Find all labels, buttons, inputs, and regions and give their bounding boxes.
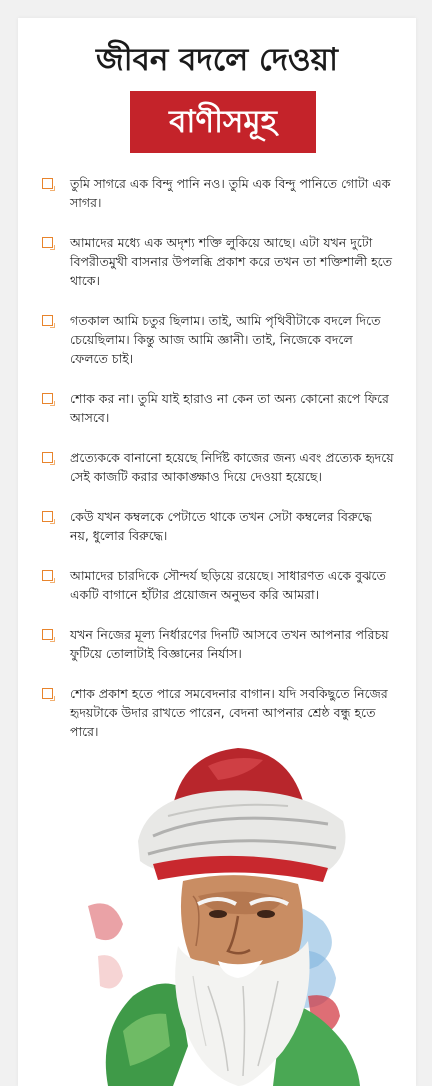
- quote-item: [42, 507, 394, 545]
- square-bullet-icon: [42, 452, 53, 463]
- quote-text: তুমি সাগরে এক বিন্দু পানি নও। তুমি এক বিন্দু পানিতে গোটা এক সাগর।: [70, 176, 391, 210]
- quote-item: [42, 566, 394, 604]
- quote-poster: [18, 18, 416, 1086]
- pink-splash: [98, 955, 123, 988]
- square-bullet-icon: [42, 178, 53, 189]
- square-bullet-icon: [42, 237, 53, 248]
- square-bullet-icon: [42, 315, 53, 326]
- quote-item: [42, 389, 394, 427]
- subtitle-banner: [130, 91, 316, 153]
- quote-item: [42, 448, 394, 486]
- quote-item: [42, 174, 394, 212]
- poster-subtitle: বাণীসমূহ: [169, 104, 277, 140]
- square-bullet-icon: [42, 393, 53, 404]
- poster-title: জীবন বদলে দেওয়া: [96, 42, 338, 78]
- quote-item: [42, 311, 394, 368]
- red-splash-left: [88, 903, 123, 940]
- quote-item: [42, 233, 394, 290]
- quote-text: শোক কর না। তুমি যাই হারাও না কেন তা অন্য কোনো রূপে ফিরে আসবে।: [70, 391, 389, 425]
- quote-item: [42, 684, 394, 741]
- square-bullet-icon: [42, 629, 53, 640]
- quote-list: [42, 174, 394, 762]
- square-bullet-icon: [42, 511, 53, 522]
- quote-text: গতকাল আমি চতুর ছিলাম। তাই, আমি পৃথিবীটাকে বদলে দিতে চেয়েছিলাম। কিন্তু আজ আমি জ্ঞানী। তাই, নিজেকে বদলে ফেলতে চাই।: [70, 313, 381, 366]
- right-eye: [257, 910, 275, 918]
- quote-text: কেউ যখন কম্বলকে পেটাতে থাকে তখন সেটা কম্বলের বিরুদ্ধে নয়, ধুলোর বিরুদ্ধে।: [70, 509, 372, 543]
- quote-text: প্রত্যেককে বানানো হয়েছে নির্দিষ্ট কাজের জন্য এবং প্রত্যেক হৃদয়ে সেই কাজটি করার আকাঙ্ক্ষাও দিয়ে দেওয়া হয়েছে।: [70, 450, 394, 484]
- quote-text: আমাদের চারদিকে সৌন্দর্য ছড়িয়ে রয়েছে। সাধারণত একে বুঝতে একটি বাগানে হাঁটার প্রয়োজন অনুভব করি আমরা।: [70, 568, 386, 602]
- portrait-illustration: [78, 746, 388, 1086]
- quote-text: যখন নিজের মূল্য নির্ধারণের দিনটি আসবে তখন আপনার পরিচয় ফুটিয়ে তোলাটাই বিজ্ঞানের নির্যাস।: [70, 627, 389, 661]
- quote-text: শোক প্রকাশ হতে পারে সমবেদনার বাগান। যদি সবকিছুতে নিজের হৃদয়টাকে উদার রাখতে পারেন, বেদনা আপনার শ্রেষ্ঠ বন্ধু হতে পারে।: [70, 686, 388, 739]
- quote-item: [42, 625, 394, 663]
- quote-text: আমাদের মধ্যে এক অদৃশ্য শক্তি লুকিয়ে আছে। এটা যখন দুটো বিপরীতমুখী বাসনার উপলব্ধি প্রকাশ করে তখন তা শক্তিশালী হতে থাকে।: [70, 235, 393, 288]
- square-bullet-icon: [42, 570, 53, 581]
- square-bullet-icon: [42, 688, 53, 699]
- left-eye: [209, 910, 227, 918]
